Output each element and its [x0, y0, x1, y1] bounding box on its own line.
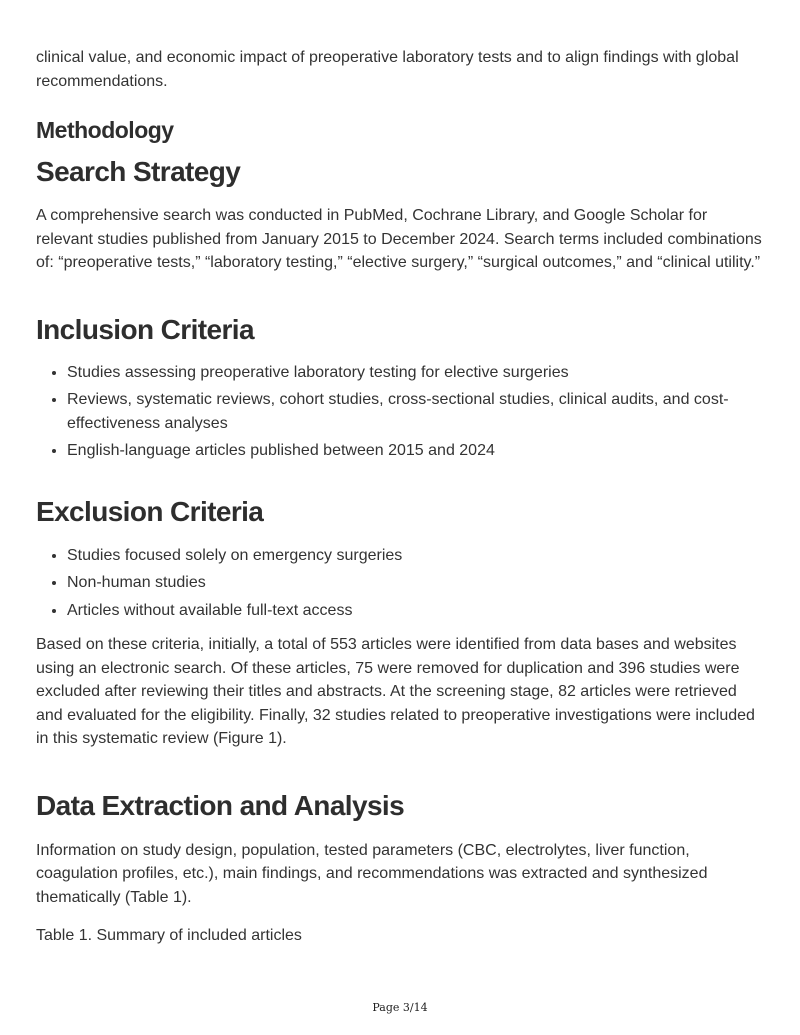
methodology-heading: Methodology [36, 117, 174, 143]
inclusion-criteria-list [36, 361, 766, 463]
search-strategy-heading: Search Strategy [36, 156, 241, 187]
data-extraction-paragraph: Information on study design, population, tested parameters (CBC, electrolytes, liver function, coagulation profiles, etc.), main findings, and recommendations was extracted and synthesized thematically (Table 1). [36, 841, 708, 906]
list-item: • Studies assessing preoperative laboratory testing for elective surgeries [67, 361, 766, 385]
search-strategy-paragraph: A comprehensive search was conducted in PubMed, Cochrane Library, and Google Scholar for relevant studies published from January 2015 to December 2024. Search terms included combinations of: “preoperative tests,” “laboratory testing,” “elective surgery,” “surgical outcomes,” and “clinical utility.” [36, 207, 762, 271]
list-item: • English-language articles published between 2015 and 2024 [67, 439, 766, 463]
list-item: • Studies focused solely on emergency surgeries [67, 544, 766, 568]
data-extraction-heading: Data Extraction and Analysis [36, 789, 405, 821]
page-content [36, 0, 766, 948]
inclusion-criteria-heading: Inclusion Criteria [36, 313, 254, 345]
table-caption: Table 1. Summary of included articles [36, 927, 302, 944]
exclusion-criteria-heading: Exclusion Criteria [36, 495, 264, 527]
list-item: • Reviews, systematic reviews, cohort studies, cross-sectional studies, clinical audits, and cost-effectiveness analyses [67, 388, 766, 435]
list-item: • Non-human studies [67, 571, 766, 595]
page-number: Page 3/14 [372, 1001, 428, 1014]
exclusion-criteria-list [36, 544, 766, 623]
list-item: • Articles without available full-text access [67, 599, 766, 623]
intro-paragraph-tail: clinical value, and economic impact of preoperative laboratory tests and to align findings with global recommendations. [36, 49, 739, 90]
selection-summary-paragraph: Based on these criteria, initially, a total of 553 articles were identified from data bases and websites using an electronic search. Of these articles, 75 were removed for duplication and 396 studies were excluded after reviewing their titles and abstracts. At the screening stage, 82 articles were retrieved and evaluated for the eligibility. Finally, 32 studies related to preoperative investigations were included in this systematic review (Figure 1). [36, 636, 755, 747]
